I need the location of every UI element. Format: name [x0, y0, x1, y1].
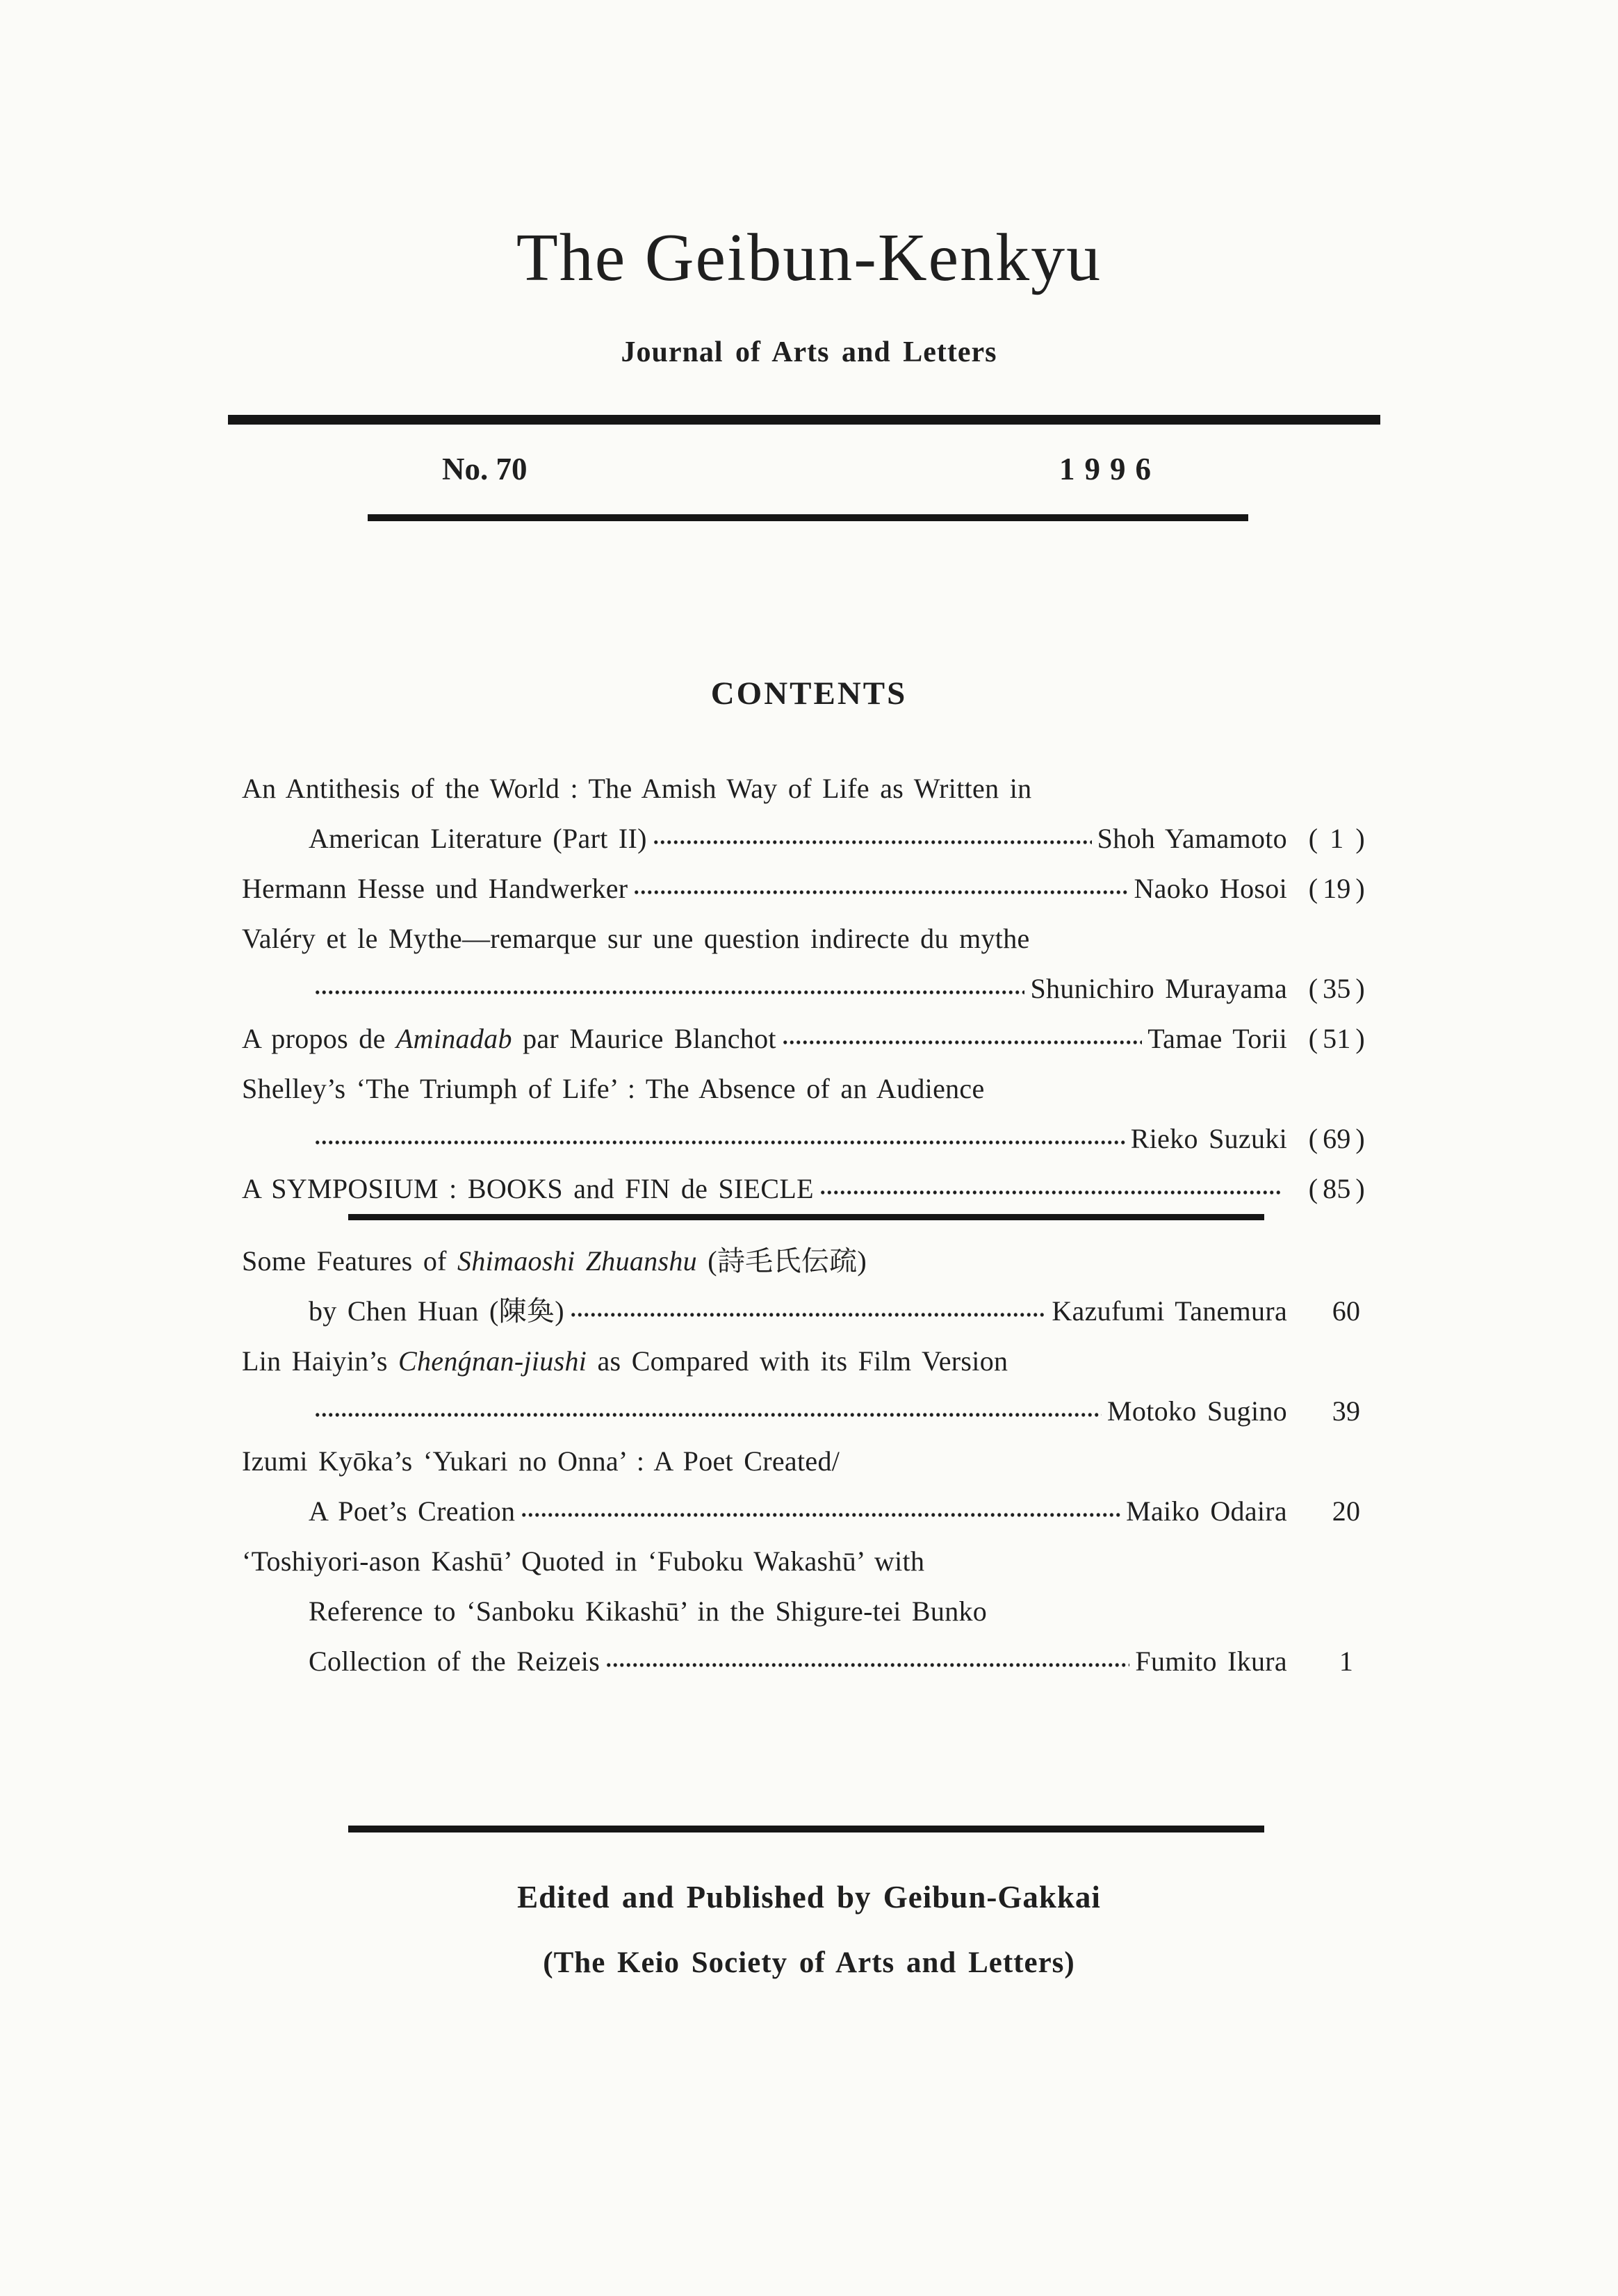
- toc-leader-dots: [605, 1637, 1129, 1687]
- toc-row: [242, 864, 1365, 914]
- toc-entry-title-text: by Chen Huan (陳奐): [309, 1295, 564, 1327]
- toc-entry-author: Fumito Ikura: [1135, 1646, 1287, 1677]
- toc-entry-title: [309, 1286, 564, 1336]
- toc-row: [242, 1286, 1365, 1336]
- toc-leader-dots: [819, 1164, 1282, 1214]
- toc-page-number: 85: [1323, 1173, 1351, 1204]
- toc-entry-title: [309, 1486, 515, 1536]
- toc-entry-author: Rieko Suzuki: [1130, 1123, 1287, 1154]
- journal-title: The Geibun-Kenkyu: [516, 220, 1102, 295]
- toc-row: [242, 764, 1365, 814]
- toc-page-number: 19: [1323, 873, 1351, 904]
- toc-entry-title: [242, 1536, 924, 1586]
- toc-page-number: 51: [1323, 1023, 1351, 1054]
- toc-entry-title: [242, 1436, 840, 1486]
- toc-entry-title: [242, 914, 1030, 964]
- toc-entry-page: [1287, 1637, 1365, 1687]
- toc-row: [242, 914, 1365, 964]
- toc-page-paren-open: (: [1308, 1023, 1318, 1054]
- toc-leader-dots: [570, 1286, 1047, 1336]
- toc-page-paren-open: (: [1308, 1173, 1318, 1204]
- toc-entry-title-italic: Aminadab: [395, 1023, 512, 1054]
- toc-entry-title-text: (詩毛氏伝疏): [696, 1245, 867, 1277]
- toc-entry-title: [242, 1064, 985, 1114]
- toc-page-paren-open: (: [1308, 973, 1318, 1004]
- toc-leader-dots: [314, 1114, 1125, 1164]
- toc-entry-title: [309, 1586, 987, 1637]
- toc-leader-dots: [314, 964, 1024, 1014]
- toc-page-paren-close: ): [1355, 1023, 1365, 1054]
- issue-divider-rule: [368, 514, 1248, 521]
- toc-entry-title-text: A SYMPOSIUM : BOOKS and FIN de SIECLE: [242, 1173, 814, 1204]
- journal-subtitle: Journal of Arts and Letters: [621, 336, 997, 368]
- top-divider-rule: [228, 415, 1380, 425]
- toc-page-paren-close: ): [1355, 823, 1365, 854]
- toc-row: [242, 1236, 1365, 1286]
- toc-entry-title: [309, 1637, 600, 1687]
- toc-page-paren-close: ): [1355, 1173, 1365, 1204]
- toc-entry-title-italic: Shimaoshi Zhuanshu: [457, 1245, 697, 1277]
- toc-page-paren-open: (: [1308, 873, 1318, 904]
- toc-entry-title: [242, 1336, 1008, 1386]
- toc-entry-title-text: Valéry et le Mythe—remarque sur une question indirecte du mythe: [242, 923, 1030, 954]
- bottom-divider-rule: [348, 1826, 1264, 1832]
- toc-leader-dots: [633, 864, 1128, 914]
- toc-entry-title-text: A propos de: [242, 1023, 396, 1054]
- toc-entry-author: Shoh Yamamoto: [1097, 823, 1287, 854]
- toc-entry-title: [242, 1236, 867, 1286]
- toc-entry-author: Naoko Hosoi: [1134, 873, 1287, 904]
- toc-row: [242, 1386, 1365, 1436]
- toc-entry-title: [242, 1014, 776, 1064]
- toc-entry-title-text: Shelley’s ‘The Triumph of Life’ : The Absence of an Audience: [242, 1073, 985, 1104]
- contents-heading: CONTENTS: [710, 675, 908, 712]
- toc-entry-page: [1287, 964, 1365, 1014]
- toc-entry-title-text: par Maurice Blanchot: [512, 1023, 776, 1054]
- toc-entry-page: [1287, 1014, 1365, 1064]
- toc-row: [242, 1114, 1365, 1164]
- toc-page-paren-close: ): [1355, 873, 1365, 904]
- toc-entry-author: Kazufumi Tanemura: [1052, 1295, 1287, 1327]
- contents-section-divider: [348, 1214, 1264, 1220]
- toc-page-paren-close: ): [1355, 1123, 1365, 1154]
- toc-entry-title: [242, 1164, 814, 1214]
- toc-entry-title: [309, 814, 647, 864]
- toc-entry-author: Tamae Torii: [1147, 1023, 1287, 1054]
- toc-entry-page: [1287, 1164, 1365, 1214]
- toc-entry-author: Maiko Odaira: [1126, 1495, 1287, 1527]
- toc-entry-title-text: American Literature (Part II): [309, 823, 647, 854]
- toc-entry-title-text: Hermann Hesse und Handwerker: [242, 873, 628, 904]
- issue-number: No. 70: [442, 452, 528, 486]
- toc-row: [242, 1486, 1365, 1536]
- toc-row: [242, 1164, 1365, 1214]
- toc-row: [242, 1536, 1365, 1586]
- toc-entry-title-text: Some Features of: [242, 1245, 458, 1277]
- toc-entry-title: [242, 764, 1031, 814]
- toc-page-paren-close: ): [1355, 973, 1365, 1004]
- toc-page-number: 1: [1330, 823, 1344, 854]
- toc-entry-page: [1287, 1386, 1365, 1436]
- toc-page-number: 39: [1332, 1395, 1361, 1427]
- toc-page-number: 35: [1323, 973, 1351, 1004]
- toc-entry-title-text: Lin Haiyin’s: [242, 1345, 398, 1377]
- toc-page-number: 69: [1323, 1123, 1351, 1154]
- toc-entry-title-text: Reference to ‘Sanboku Kikashū’ in the Shigure-tei Bunko: [309, 1596, 988, 1627]
- toc-entry-title-text: Izumi Kyōka’s ‘Yukari no Onna’ : A Poet Created/: [242, 1445, 840, 1477]
- toc-row: [242, 1637, 1365, 1687]
- publisher-line: Edited and Published by Geibun-Gakkai: [517, 1880, 1101, 1914]
- toc-entry-title-text: A Poet’s Creation: [309, 1495, 516, 1527]
- toc-leader-dots: [653, 814, 1092, 864]
- toc-entry-author: Motoko Sugino: [1107, 1395, 1287, 1427]
- toc-entry-title-italic: Chenǵnan-jiushi: [398, 1345, 587, 1377]
- toc-entry-page: [1287, 1286, 1365, 1336]
- toc-page-paren-open: (: [1308, 823, 1318, 854]
- toc-entry-title-text: An Antithesis of the World : The Amish Way of Life as Written in: [242, 773, 1032, 804]
- toc-entry-page: [1287, 1114, 1365, 1164]
- toc-row: [242, 964, 1365, 1014]
- toc-row: [242, 1436, 1365, 1486]
- toc-row: [242, 1336, 1365, 1386]
- toc-page-number: 60: [1332, 1295, 1361, 1327]
- toc-leader-dots: [521, 1486, 1120, 1536]
- toc-leader-dots: [314, 1386, 1102, 1436]
- toc-row: [242, 814, 1365, 864]
- toc-row: [242, 1064, 1365, 1114]
- toc-page-number: 20: [1332, 1495, 1361, 1527]
- toc-entry-author: Shunichiro Murayama: [1030, 973, 1287, 1004]
- toc-entry-title-text: ‘Toshiyori-ason Kashū’ Quoted in ‘Fuboku Wakashū’ with: [242, 1545, 925, 1577]
- toc-entry-page: [1287, 814, 1365, 864]
- toc-row: [242, 1586, 1365, 1637]
- toc-row: [242, 1014, 1365, 1064]
- toc-leader-dots: [782, 1014, 1142, 1064]
- toc-entry-page: [1287, 864, 1365, 914]
- toc-list: [242, 764, 1365, 1687]
- toc-page-number: 1: [1339, 1646, 1354, 1677]
- toc-entry-title-text: Collection of the Reizeis: [309, 1646, 600, 1677]
- publisher-society: (The Keio Society of Arts and Letters): [543, 1946, 1075, 1979]
- toc-entry-page: [1287, 1486, 1365, 1536]
- toc-entry-title-text: as Compared with its Film Version: [587, 1345, 1008, 1377]
- toc-page-paren-open: (: [1308, 1123, 1318, 1154]
- issue-year: 1996: [1059, 452, 1161, 486]
- toc-entry-title: [242, 864, 628, 914]
